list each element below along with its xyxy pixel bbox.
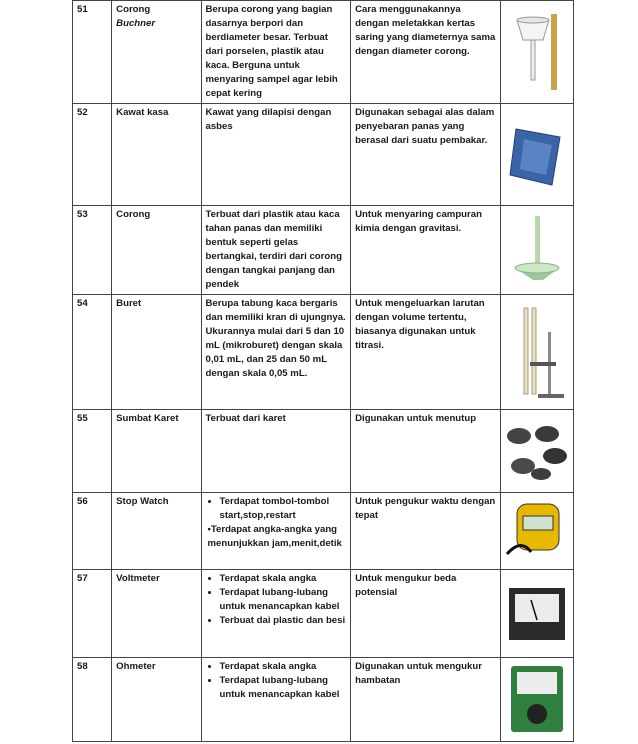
row-number: 58: [73, 658, 112, 742]
item-usage: Untuk mengukur beda potensial: [351, 570, 501, 658]
item-description: Terbuat dari karet: [201, 410, 351, 493]
item-usage: Untuk pengukur waktu dengan tepat: [351, 493, 501, 570]
funnel-icon: [500, 206, 573, 295]
feature-list: [206, 572, 347, 628]
item-usage: Cara menggunakannya dengan meletakkan kertas saring yang diameternya sama dengan diameter corong.: [351, 1, 501, 104]
table-row: [73, 1, 574, 104]
row-number: 55: [73, 410, 112, 493]
item-description: Berupa tabung kaca bergaris dan memiliki kran di ujungnya. Ukurannya mulai dari 5 dan 10 mL (mikroburet) dengan skala 0,01 mL, dan 25 dan 50 mL dengan skala 0,05 mL.: [201, 295, 351, 410]
item-name-sub: Buchner: [116, 18, 156, 29]
item-description: [201, 658, 351, 742]
voltmeter-icon: [500, 570, 573, 658]
table-row: [73, 570, 574, 658]
feature-item: • Terdapat skala angka: [220, 572, 347, 586]
feature-item: • Terdapat lubang-lubang untuk menancapkan kabel: [220, 674, 347, 702]
item-name: Voltmeter: [112, 570, 201, 658]
feature-list: [206, 660, 347, 702]
table-row: [73, 295, 574, 410]
row-number: 57: [73, 570, 112, 658]
item-usage: Untuk menyaring campuran kimia dengan gravitasi.: [351, 206, 501, 295]
item-description: Terbuat dari plastik atau kaca tahan panas dan memiliki bentuk seperti gelas bertangkai, terdiri dari corong dengan tangkai panjang dan pendek: [201, 206, 351, 295]
item-name: Corong: [112, 206, 201, 295]
item-name: Corong Buchner: [112, 1, 201, 104]
wire-gauze-icon: [500, 104, 573, 206]
item-name: Buret: [112, 295, 201, 410]
feature-item: • Terdapat skala angka: [220, 660, 347, 674]
rubber-stopper-icon: [500, 410, 573, 493]
equipment-table: [72, 0, 574, 742]
row-number: 52: [73, 104, 112, 206]
item-usage: Digunakan untuk menutup: [351, 410, 501, 493]
item-usage: Digunakan untuk mengukur hambatan: [351, 658, 501, 742]
stopwatch-icon: [500, 493, 573, 570]
item-name: Stop Watch: [112, 493, 201, 570]
table-row: [73, 104, 574, 206]
table-row: [73, 410, 574, 493]
burette-icon: [500, 295, 573, 410]
row-number: 51: [73, 1, 112, 104]
item-usage: Digunakan sebagai alas dalam penyebaran panas yang berasal dari suatu pembakar.: [351, 104, 501, 206]
buchner-funnel-icon: [500, 1, 573, 104]
item-name: Kawat kasa: [112, 104, 201, 206]
table-row: [73, 658, 574, 742]
table-row: [73, 493, 574, 570]
item-description: [201, 493, 351, 570]
ohmmeter-icon: [500, 658, 573, 742]
feature-item: •Terdapat angka-angka yang menunjukkan jam,menit,detik: [207, 524, 342, 549]
feature-list: [206, 495, 347, 523]
item-description: Berupa corong yang bagian dasarnya berpori dan berdiameter besar. Terbuat dari porselen, plastik atau kaca. Berguna untuk menyaring sampel agar lebih cepat kering: [201, 1, 351, 104]
feature-item: • Terdapat tombol-tombol start,stop,restart: [220, 495, 347, 523]
item-description: [201, 570, 351, 658]
row-number: 54: [73, 295, 112, 410]
item-name: Ohmeter: [112, 658, 201, 742]
item-name: Sumbat Karet: [112, 410, 201, 493]
table-row: [73, 206, 574, 295]
feature-item: • Terdapat lubang-lubang untuk menancapkan kabel: [220, 586, 347, 614]
row-number: 53: [73, 206, 112, 295]
item-description: Kawat yang dilapisi dengan asbes: [201, 104, 351, 206]
feature-item: • Terbuat dai plastic dan besi: [220, 614, 347, 628]
item-usage: Untuk mengeluarkan larutan dengan volume tertentu, biasanya digunakan untuk titrasi.: [351, 295, 501, 410]
row-number: 56: [73, 493, 112, 570]
